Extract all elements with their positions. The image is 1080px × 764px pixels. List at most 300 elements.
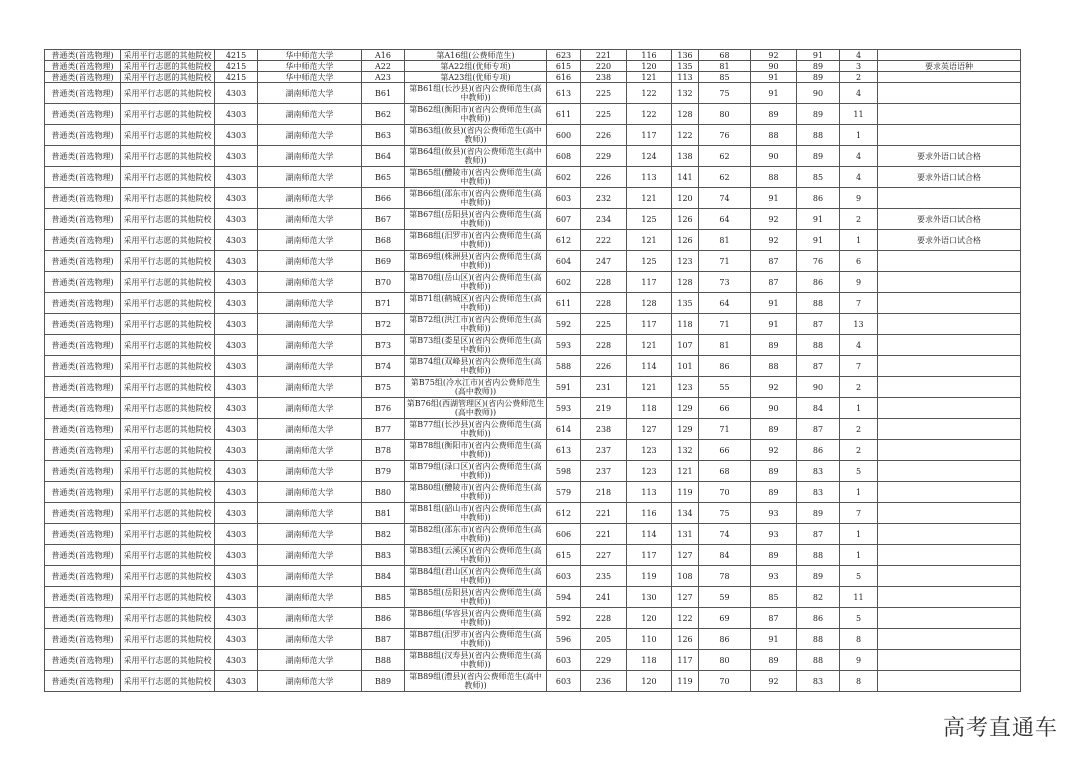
cell-remark xyxy=(878,272,1021,293)
cell-col-a: 222 xyxy=(581,230,627,251)
cell-col-a: 226 xyxy=(581,356,627,377)
cell-school-name: 湖南师范大学 xyxy=(258,503,362,524)
cell-total-score: 615 xyxy=(547,545,581,566)
cell-remark xyxy=(878,104,1021,125)
cell-school-code: 4303 xyxy=(215,356,258,377)
cell-col-b: 117 xyxy=(627,545,672,566)
cell-col-f: 82 xyxy=(797,587,840,608)
cell-col-f: 88 xyxy=(797,650,840,671)
cell-total-score: 602 xyxy=(547,167,581,188)
cell-col-f: 87 xyxy=(797,356,840,377)
cell-col-f: 89 xyxy=(797,61,840,72)
cell-rank: 1 xyxy=(840,545,878,566)
cell-batch: 采用平行志愿的其他院校 xyxy=(121,146,215,167)
cell-group-name: 第B88组(汉寿县)(省内公费师范生(高中教师)) xyxy=(405,650,547,671)
cell-rank: 8 xyxy=(840,629,878,650)
cell-school-name: 湖南师范大学 xyxy=(258,629,362,650)
cell-col-e: 92 xyxy=(751,209,797,230)
cell-col-a: 205 xyxy=(581,629,627,650)
cell-remark xyxy=(878,251,1021,272)
cell-rank: 4 xyxy=(840,83,878,104)
cell-col-d: 64 xyxy=(699,209,751,230)
cell-col-c: 119 xyxy=(672,482,699,503)
cell-total-score: 606 xyxy=(547,524,581,545)
cell-batch: 采用平行志愿的其他院校 xyxy=(121,461,215,482)
cell-group-code: A22 xyxy=(362,61,405,72)
cell-school-name: 湖南师范大学 xyxy=(258,272,362,293)
cell-rank: 11 xyxy=(840,104,878,125)
cell-col-a: 228 xyxy=(581,335,627,356)
cell-school-name: 湖南师范大学 xyxy=(258,230,362,251)
cell-group-code: B77 xyxy=(362,419,405,440)
cell-col-a: 234 xyxy=(581,209,627,230)
cell-rank: 7 xyxy=(840,356,878,377)
cell-col-f: 84 xyxy=(797,398,840,419)
cell-batch: 采用平行志愿的其他院校 xyxy=(121,356,215,377)
cell-school-name: 湖南师范大学 xyxy=(258,608,362,629)
cell-col-f: 90 xyxy=(797,377,840,398)
cell-category: 普通类(首选物理) xyxy=(45,482,121,503)
cell-col-c: 119 xyxy=(672,671,699,692)
table-row xyxy=(45,72,1021,83)
cell-col-b: 120 xyxy=(627,61,672,72)
cell-col-c: 120 xyxy=(672,188,699,209)
cell-group-name: 第B87组(汨罗市)(省内公费师范生(高中教师)) xyxy=(405,629,547,650)
cell-total-score: 596 xyxy=(547,629,581,650)
cell-group-code: B80 xyxy=(362,482,405,503)
cell-col-d: 75 xyxy=(699,83,751,104)
cell-category: 普通类(首选物理) xyxy=(45,629,121,650)
cell-batch: 采用平行志愿的其他院校 xyxy=(121,545,215,566)
cell-total-score: 603 xyxy=(547,566,581,587)
table-row xyxy=(45,566,1021,587)
cell-col-d: 71 xyxy=(699,314,751,335)
cell-remark xyxy=(878,293,1021,314)
cell-col-d: 85 xyxy=(699,72,751,83)
cell-batch: 采用平行志愿的其他院校 xyxy=(121,587,215,608)
table-row xyxy=(45,104,1021,125)
cell-category: 普通类(首选物理) xyxy=(45,314,121,335)
cell-group-name: 第A16组(公费师范生) xyxy=(405,50,547,61)
cell-total-score: 592 xyxy=(547,314,581,335)
cell-col-e: 93 xyxy=(751,566,797,587)
cell-rank: 8 xyxy=(840,671,878,692)
cell-category: 普通类(首选物理) xyxy=(45,587,121,608)
cell-col-e: 88 xyxy=(751,167,797,188)
cell-category: 普通类(首选物理) xyxy=(45,524,121,545)
cell-col-a: 229 xyxy=(581,146,627,167)
cell-col-d: 55 xyxy=(699,377,751,398)
cell-school-code: 4303 xyxy=(215,293,258,314)
cell-col-f: 87 xyxy=(797,419,840,440)
cell-category: 普通类(首选物理) xyxy=(45,377,121,398)
cell-rank: 1 xyxy=(840,524,878,545)
cell-batch: 采用平行志愿的其他院校 xyxy=(121,61,215,72)
cell-category: 普通类(首选物理) xyxy=(45,671,121,692)
cell-category: 普通类(首选物理) xyxy=(45,335,121,356)
cell-school-code: 4303 xyxy=(215,524,258,545)
cell-total-score: 598 xyxy=(547,461,581,482)
cell-batch: 采用平行志愿的其他院校 xyxy=(121,230,215,251)
cell-batch: 采用平行志愿的其他院校 xyxy=(121,671,215,692)
cell-rank: 5 xyxy=(840,608,878,629)
cell-col-e: 92 xyxy=(751,230,797,251)
cell-group-name: 第A22组(优师专项) xyxy=(405,61,547,72)
cell-col-b: 123 xyxy=(627,440,672,461)
cell-group-code: B72 xyxy=(362,314,405,335)
cell-col-a: 227 xyxy=(581,545,627,566)
cell-col-f: 86 xyxy=(797,188,840,209)
cell-school-name: 湖南师范大学 xyxy=(258,566,362,587)
cell-col-a: 225 xyxy=(581,104,627,125)
table-row xyxy=(45,419,1021,440)
cell-col-f: 86 xyxy=(797,608,840,629)
cell-group-code: B71 xyxy=(362,293,405,314)
cell-school-name: 湖南师范大学 xyxy=(258,146,362,167)
cell-category: 普通类(首选物理) xyxy=(45,398,121,419)
cell-total-score: 600 xyxy=(547,125,581,146)
cell-col-e: 93 xyxy=(751,503,797,524)
cell-batch: 采用平行志愿的其他院校 xyxy=(121,72,215,83)
cell-remark xyxy=(878,188,1021,209)
cell-col-b: 122 xyxy=(627,83,672,104)
cell-col-c: 132 xyxy=(672,83,699,104)
cell-school-code: 4303 xyxy=(215,671,258,692)
cell-rank: 4 xyxy=(840,50,878,61)
cell-group-name: 第B83组(云溪区)(省内公费师范生(高中教师)) xyxy=(405,545,547,566)
cell-col-b: 120 xyxy=(627,671,672,692)
cell-group-name: 第B63组(攸县)(省内公费师范生(高中教师)) xyxy=(405,125,547,146)
cell-remark xyxy=(878,440,1021,461)
cell-school-code: 4303 xyxy=(215,566,258,587)
cell-group-code: B85 xyxy=(362,587,405,608)
cell-batch: 采用平行志愿的其他院校 xyxy=(121,209,215,230)
cell-group-name: 第B67组(岳阳县)(省内公费师范生(高中教师)) xyxy=(405,209,547,230)
cell-col-a: 228 xyxy=(581,272,627,293)
cell-school-name: 湖南师范大学 xyxy=(258,671,362,692)
cell-group-name: 第B84组(君山区)(省内公费师范生(高中教师)) xyxy=(405,566,547,587)
cell-col-b: 121 xyxy=(627,377,672,398)
cell-school-name: 湖南师范大学 xyxy=(258,293,362,314)
table-row xyxy=(45,650,1021,671)
table-row xyxy=(45,398,1021,419)
cell-category: 普通类(首选物理) xyxy=(45,230,121,251)
cell-col-e: 88 xyxy=(751,125,797,146)
cell-school-name: 湖南师范大学 xyxy=(258,524,362,545)
cell-col-e: 89 xyxy=(751,545,797,566)
cell-school-name: 湖南师范大学 xyxy=(258,167,362,188)
cell-school-code: 4303 xyxy=(215,377,258,398)
cell-col-d: 70 xyxy=(699,671,751,692)
cell-total-score: 593 xyxy=(547,398,581,419)
watermark-text: 高考直通车 xyxy=(942,716,1058,741)
cell-col-e: 92 xyxy=(751,50,797,61)
cell-total-score: 588 xyxy=(547,356,581,377)
cell-group-code: B82 xyxy=(362,524,405,545)
table-row xyxy=(45,608,1021,629)
cell-school-code: 4303 xyxy=(215,335,258,356)
cell-col-c: 101 xyxy=(672,356,699,377)
cell-col-f: 88 xyxy=(797,293,840,314)
cell-total-score: 612 xyxy=(547,230,581,251)
cell-col-c: 128 xyxy=(672,104,699,125)
cell-category: 普通类(首选物理) xyxy=(45,83,121,104)
cell-category: 普通类(首选物理) xyxy=(45,608,121,629)
cell-col-a: 228 xyxy=(581,293,627,314)
cell-col-e: 87 xyxy=(751,272,797,293)
cell-school-code: 4303 xyxy=(215,272,258,293)
table-row xyxy=(45,335,1021,356)
cell-group-name: 第B80组(醴陵市)(省内公费师范生(高中教师)) xyxy=(405,482,547,503)
cell-total-score: 616 xyxy=(547,72,581,83)
cell-col-a: 221 xyxy=(581,503,627,524)
cell-col-c: 129 xyxy=(672,398,699,419)
cell-col-e: 90 xyxy=(751,398,797,419)
cell-col-e: 90 xyxy=(751,61,797,72)
cell-col-d: 73 xyxy=(699,272,751,293)
cell-remark xyxy=(878,671,1021,692)
cell-col-a: 237 xyxy=(581,461,627,482)
cell-group-name: 第B75组(冷水江市)(省内公费师范生(高中教师)) xyxy=(405,377,547,398)
table-row xyxy=(45,524,1021,545)
cell-col-c: 121 xyxy=(672,461,699,482)
cell-col-f: 89 xyxy=(797,72,840,83)
cell-batch: 采用平行志愿的其他院校 xyxy=(121,335,215,356)
cell-category: 普通类(首选物理) xyxy=(45,461,121,482)
cell-total-score: 603 xyxy=(547,188,581,209)
cell-col-c: 123 xyxy=(672,251,699,272)
cell-category: 普通类(首选物理) xyxy=(45,146,121,167)
cell-remark xyxy=(878,482,1021,503)
cell-col-c: 118 xyxy=(672,314,699,335)
cell-col-e: 91 xyxy=(751,188,797,209)
cell-group-code: B61 xyxy=(362,83,405,104)
cell-group-name: 第B66组(邵东市)(省内公费师范生(高中教师)) xyxy=(405,188,547,209)
cell-school-name: 华中师范大学 xyxy=(258,50,362,61)
cell-school-code: 4303 xyxy=(215,146,258,167)
cell-col-b: 118 xyxy=(627,398,672,419)
cell-col-b: 114 xyxy=(627,356,672,377)
cell-col-c: 132 xyxy=(672,440,699,461)
cell-remark xyxy=(878,356,1021,377)
cell-rank: 2 xyxy=(840,72,878,83)
cell-col-d: 68 xyxy=(699,50,751,61)
cell-school-code: 4303 xyxy=(215,419,258,440)
cell-col-f: 83 xyxy=(797,482,840,503)
cell-col-f: 90 xyxy=(797,83,840,104)
cell-col-e: 89 xyxy=(751,104,797,125)
cell-rank: 1 xyxy=(840,125,878,146)
cell-col-f: 85 xyxy=(797,167,840,188)
cell-remark xyxy=(878,545,1021,566)
cell-col-f: 89 xyxy=(797,566,840,587)
cell-total-score: 613 xyxy=(547,83,581,104)
cell-category: 普通类(首选物理) xyxy=(45,61,121,72)
cell-school-code: 4303 xyxy=(215,398,258,419)
cell-rank: 2 xyxy=(840,209,878,230)
cell-school-name: 湖南师范大学 xyxy=(258,650,362,671)
cell-col-e: 92 xyxy=(751,377,797,398)
cell-rank: 11 xyxy=(840,587,878,608)
cell-col-d: 68 xyxy=(699,461,751,482)
cell-col-d: 71 xyxy=(699,251,751,272)
cell-col-e: 92 xyxy=(751,671,797,692)
cell-school-name: 华中师范大学 xyxy=(258,72,362,83)
cell-school-name: 湖南师范大学 xyxy=(258,335,362,356)
cell-total-score: 611 xyxy=(547,104,581,125)
cell-col-f: 91 xyxy=(797,209,840,230)
cell-rank: 13 xyxy=(840,314,878,335)
cell-col-e: 89 xyxy=(751,335,797,356)
cell-school-name: 湖南师范大学 xyxy=(258,356,362,377)
cell-col-d: 62 xyxy=(699,146,751,167)
cell-group-name: 第B61组(长沙县)(省内公费师范生(高中教师)) xyxy=(405,83,547,104)
cell-col-c: 123 xyxy=(672,377,699,398)
cell-remark: 要求外语口试合格 xyxy=(878,209,1021,230)
cell-col-f: 88 xyxy=(797,335,840,356)
cell-school-code: 4303 xyxy=(215,83,258,104)
cell-rank: 5 xyxy=(840,461,878,482)
cell-col-d: 76 xyxy=(699,125,751,146)
cell-category: 普通类(首选物理) xyxy=(45,50,121,61)
cell-col-c: 122 xyxy=(672,125,699,146)
cell-col-b: 123 xyxy=(627,461,672,482)
cell-total-score: 612 xyxy=(547,503,581,524)
cell-col-e: 91 xyxy=(751,314,797,335)
cell-col-f: 87 xyxy=(797,314,840,335)
cell-col-f: 87 xyxy=(797,524,840,545)
cell-school-name: 湖南师范大学 xyxy=(258,587,362,608)
cell-school-code: 4215 xyxy=(215,61,258,72)
cell-group-name: 第B79组(渌口区)(省内公费师范生(高中教师)) xyxy=(405,461,547,482)
table-row xyxy=(45,188,1021,209)
cell-school-name: 湖南师范大学 xyxy=(258,83,362,104)
cell-rank: 4 xyxy=(840,335,878,356)
cell-col-c: 113 xyxy=(672,72,699,83)
cell-remark xyxy=(878,335,1021,356)
cell-col-a: 219 xyxy=(581,398,627,419)
cell-col-d: 66 xyxy=(699,440,751,461)
cell-group-code: B74 xyxy=(362,356,405,377)
cell-school-code: 4303 xyxy=(215,251,258,272)
table-row xyxy=(45,440,1021,461)
cell-school-name: 华中师范大学 xyxy=(258,61,362,72)
cell-group-code: B81 xyxy=(362,503,405,524)
cell-school-name: 湖南师范大学 xyxy=(258,209,362,230)
cell-total-score: 602 xyxy=(547,272,581,293)
table-row xyxy=(45,50,1021,61)
cell-group-code: B89 xyxy=(362,671,405,692)
cell-category: 普通类(首选物理) xyxy=(45,167,121,188)
cell-school-code: 4303 xyxy=(215,167,258,188)
cell-col-b: 119 xyxy=(627,566,672,587)
cell-remark xyxy=(878,83,1021,104)
cell-col-b: 121 xyxy=(627,230,672,251)
cell-remark xyxy=(878,72,1021,83)
cell-col-d: 75 xyxy=(699,503,751,524)
cell-col-c: 131 xyxy=(672,524,699,545)
cell-col-d: 71 xyxy=(699,419,751,440)
cell-rank: 4 xyxy=(840,167,878,188)
cell-col-f: 88 xyxy=(797,545,840,566)
cell-group-code: B79 xyxy=(362,461,405,482)
cell-col-c: 134 xyxy=(672,503,699,524)
cell-school-code: 4303 xyxy=(215,461,258,482)
cell-col-f: 86 xyxy=(797,440,840,461)
cell-col-b: 118 xyxy=(627,650,672,671)
table-row xyxy=(45,629,1021,650)
cell-remark: 要求外语口试合格 xyxy=(878,146,1021,167)
cell-school-name: 湖南师范大学 xyxy=(258,314,362,335)
cell-col-e: 91 xyxy=(751,629,797,650)
cell-batch: 采用平行志愿的其他院校 xyxy=(121,398,215,419)
cell-total-score: 608 xyxy=(547,146,581,167)
cell-rank: 4 xyxy=(840,146,878,167)
cell-col-d: 80 xyxy=(699,104,751,125)
cell-col-b: 117 xyxy=(627,125,672,146)
cell-col-f: 89 xyxy=(797,104,840,125)
cell-group-code: B65 xyxy=(362,167,405,188)
cell-col-e: 93 xyxy=(751,524,797,545)
cell-category: 普通类(首选物理) xyxy=(45,209,121,230)
cell-col-d: 86 xyxy=(699,629,751,650)
cell-col-f: 91 xyxy=(797,50,840,61)
cell-school-name: 湖南师范大学 xyxy=(258,545,362,566)
cell-batch: 采用平行志愿的其他院校 xyxy=(121,377,215,398)
cell-group-code: B69 xyxy=(362,251,405,272)
cell-col-c: 138 xyxy=(672,146,699,167)
table-body xyxy=(45,50,1021,692)
cell-remark: 要求外语口试合格 xyxy=(878,167,1021,188)
cell-remark xyxy=(878,587,1021,608)
cell-col-c: 129 xyxy=(672,419,699,440)
cell-remark xyxy=(878,398,1021,419)
cell-remark xyxy=(878,50,1021,61)
cell-col-b: 120 xyxy=(627,608,672,629)
cell-group-name: 第B62组(衡阳市)(省内公费师范生(高中教师)) xyxy=(405,104,547,125)
cell-col-c: 117 xyxy=(672,650,699,671)
cell-school-name: 湖南师范大学 xyxy=(258,440,362,461)
cell-col-f: 76 xyxy=(797,251,840,272)
cell-batch: 采用平行志愿的其他院校 xyxy=(121,188,215,209)
cell-rank: 2 xyxy=(840,440,878,461)
cell-col-b: 117 xyxy=(627,314,672,335)
cell-school-code: 4303 xyxy=(215,629,258,650)
cell-school-code: 4303 xyxy=(215,104,258,125)
cell-group-code: B64 xyxy=(362,146,405,167)
cell-col-d: 64 xyxy=(699,293,751,314)
cell-col-b: 128 xyxy=(627,293,672,314)
table-row xyxy=(45,503,1021,524)
cell-school-code: 4303 xyxy=(215,125,258,146)
cell-school-name: 湖南师范大学 xyxy=(258,398,362,419)
cell-category: 普通类(首选物理) xyxy=(45,545,121,566)
cell-col-d: 62 xyxy=(699,167,751,188)
cell-rank: 2 xyxy=(840,419,878,440)
cell-group-name: 第B89组(澧县)(省内公费师范生(高中教师)) xyxy=(405,671,547,692)
cell-batch: 采用平行志愿的其他院校 xyxy=(121,503,215,524)
cell-col-f: 89 xyxy=(797,503,840,524)
table-row xyxy=(45,314,1021,335)
cell-remark xyxy=(878,524,1021,545)
cell-col-b: 121 xyxy=(627,188,672,209)
cell-group-name: 第B69组(株洲县)(省内公费师范生(高中教师)) xyxy=(405,251,547,272)
cell-total-score: 607 xyxy=(547,209,581,230)
cell-group-code: B62 xyxy=(362,104,405,125)
cell-group-name: 第B64组(攸县)(省内公费师范生(高中教师)) xyxy=(405,146,547,167)
cell-col-a: 241 xyxy=(581,587,627,608)
cell-col-a: 226 xyxy=(581,167,627,188)
